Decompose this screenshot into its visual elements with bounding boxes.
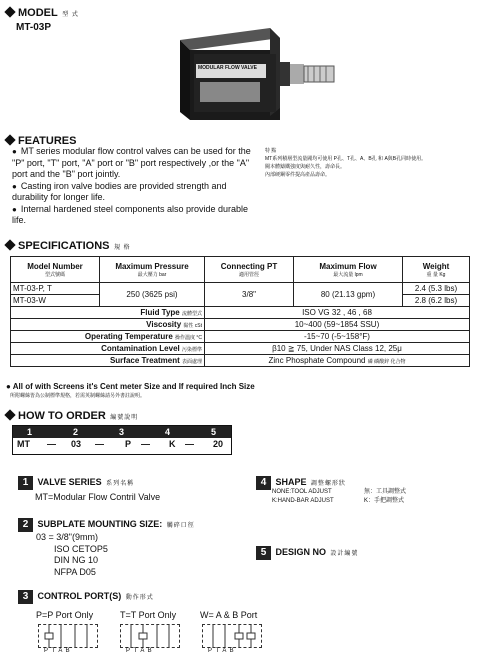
model-code: MT-03P bbox=[16, 22, 52, 33]
diamond-icon bbox=[4, 134, 15, 145]
spec-note-cjk: 所附螺絲皆為公制標準規格，若需英制螺絲請另外書註說明。 bbox=[10, 393, 146, 399]
shape-options: NONE:TOOL ADJUST 無：工具調整式 K:HAND-BAR ADJUST K：手把調整式 bbox=[272, 489, 407, 504]
feature-item: ● Internal hardened steel components also provide durable life. bbox=[12, 204, 260, 227]
section-control-ports: 3 CONTROL PORT(S) 動作形式 bbox=[18, 586, 154, 604]
features-cjk bbox=[265, 147, 426, 179]
feature-item: ● Casting iron valve bodies are provided strength and durability for longer life. bbox=[12, 181, 260, 204]
spec-note: ● All of with Screens it's Cent meter Size and If required Inch Size bbox=[6, 382, 255, 391]
prop-row: Surface Treatment 表面處理 Zinc Phosphate Compound 磷 磷酸鋅 化合物 bbox=[11, 355, 470, 367]
specs-heading: SPECIFICATIONS 規 格 bbox=[6, 236, 131, 254]
prop-row: Fluid Type 流體型式 ISO VG 32 , 46 , 68 bbox=[11, 307, 470, 319]
section-subplate: 2 SUBPLATE MOUNTING SIZE: 觸碎口徑 bbox=[18, 514, 195, 532]
valve-symbol-t bbox=[120, 624, 180, 648]
section-design-no: 5 DESIGN NO 設計編號 bbox=[256, 542, 358, 560]
header-weight: Weight 重 量 Kg bbox=[403, 257, 470, 283]
diamond-icon bbox=[4, 239, 15, 250]
features-list bbox=[12, 146, 260, 227]
feature-item: ● MT series modular flow control valves can be used for the "P" port, "T" port, "A" port or "B" port respectively ,or the "A" port and the "B" port jointly. bbox=[12, 146, 260, 181]
table-row: MT-03-W 2.8 (6.2 lbs) bbox=[11, 295, 470, 307]
features-cjk-item: 閥本體鑄鐵強度與耐久性，壽命長。 bbox=[265, 164, 346, 170]
product-photo bbox=[150, 20, 360, 130]
header-flow: Maximum Flow 最大流量 lpm bbox=[294, 257, 403, 283]
subplate-details: 03 = 3/8"(9mm) ISO CETOP5 DIN NG 10 NFPA D05 bbox=[36, 532, 108, 577]
header-model: Model Number 型式號碼 bbox=[11, 257, 100, 283]
features-cjk-title: 特 點 bbox=[265, 148, 277, 154]
section-valve-series: 1 VALVE SERIES 系列名稱 MT=Modular Flow Contril Valve bbox=[18, 472, 160, 504]
features-cjk-item: MT系列積層型流量閥均可使用 P孔、T孔、A、B孔 和 A與B孔同時使用。 bbox=[265, 156, 427, 162]
header-connecting: Connecting PT 適用管徑 bbox=[205, 257, 294, 283]
features-heading: FEATURES bbox=[6, 131, 76, 149]
header-pressure: Maximum Pressure 最大壓力 bar bbox=[100, 257, 205, 283]
order-code-box: 1 2 3 4 5 MT — 03 — P — K — 20 bbox=[12, 425, 232, 455]
ports-w: P T A B bbox=[208, 648, 235, 654]
diamond-icon bbox=[4, 409, 15, 420]
ports-t: P T A B bbox=[126, 648, 153, 654]
product-label: MODULAR FLOW VALVE bbox=[198, 65, 257, 71]
valve-symbol-p bbox=[38, 624, 98, 648]
diamond-icon bbox=[4, 6, 15, 17]
prop-row: Operating Temperature 操作溫度 °C -15~70 (-5~158°F) bbox=[11, 331, 470, 343]
table-row: MT-03-P, T 250 (3625 psi) 3/8" 80 (21.13 gpm) 2.4 (5.3 lbs) bbox=[11, 283, 470, 295]
symbol-title-w: W= A & B Port bbox=[200, 610, 258, 620]
prop-row: Contamination Level 污染標準 β10 ≧ 75, Under NAS Class 12, 25μ bbox=[11, 343, 470, 355]
features-cjk-item: 內部硬鋼零件提高產品壽命。 bbox=[265, 172, 331, 178]
prop-row: Viscosity 黏性 cSt 10~400 (59~1854 SSU) bbox=[11, 319, 470, 331]
valve-symbol-w bbox=[202, 624, 262, 648]
symbol-title-p: P=P Port Only bbox=[36, 610, 94, 620]
order-heading: HOW TO ORDER 編號說明 bbox=[6, 406, 138, 424]
ports-p: P T A B bbox=[44, 648, 71, 654]
spec-table bbox=[10, 256, 470, 367]
spec-header-row bbox=[11, 257, 470, 283]
section-shape: 4 SHAPE 調整螺形狀 bbox=[256, 472, 346, 490]
model-heading: MODEL 型 式 bbox=[6, 3, 79, 21]
symbol-title-t: T=T Port Only bbox=[120, 610, 177, 620]
